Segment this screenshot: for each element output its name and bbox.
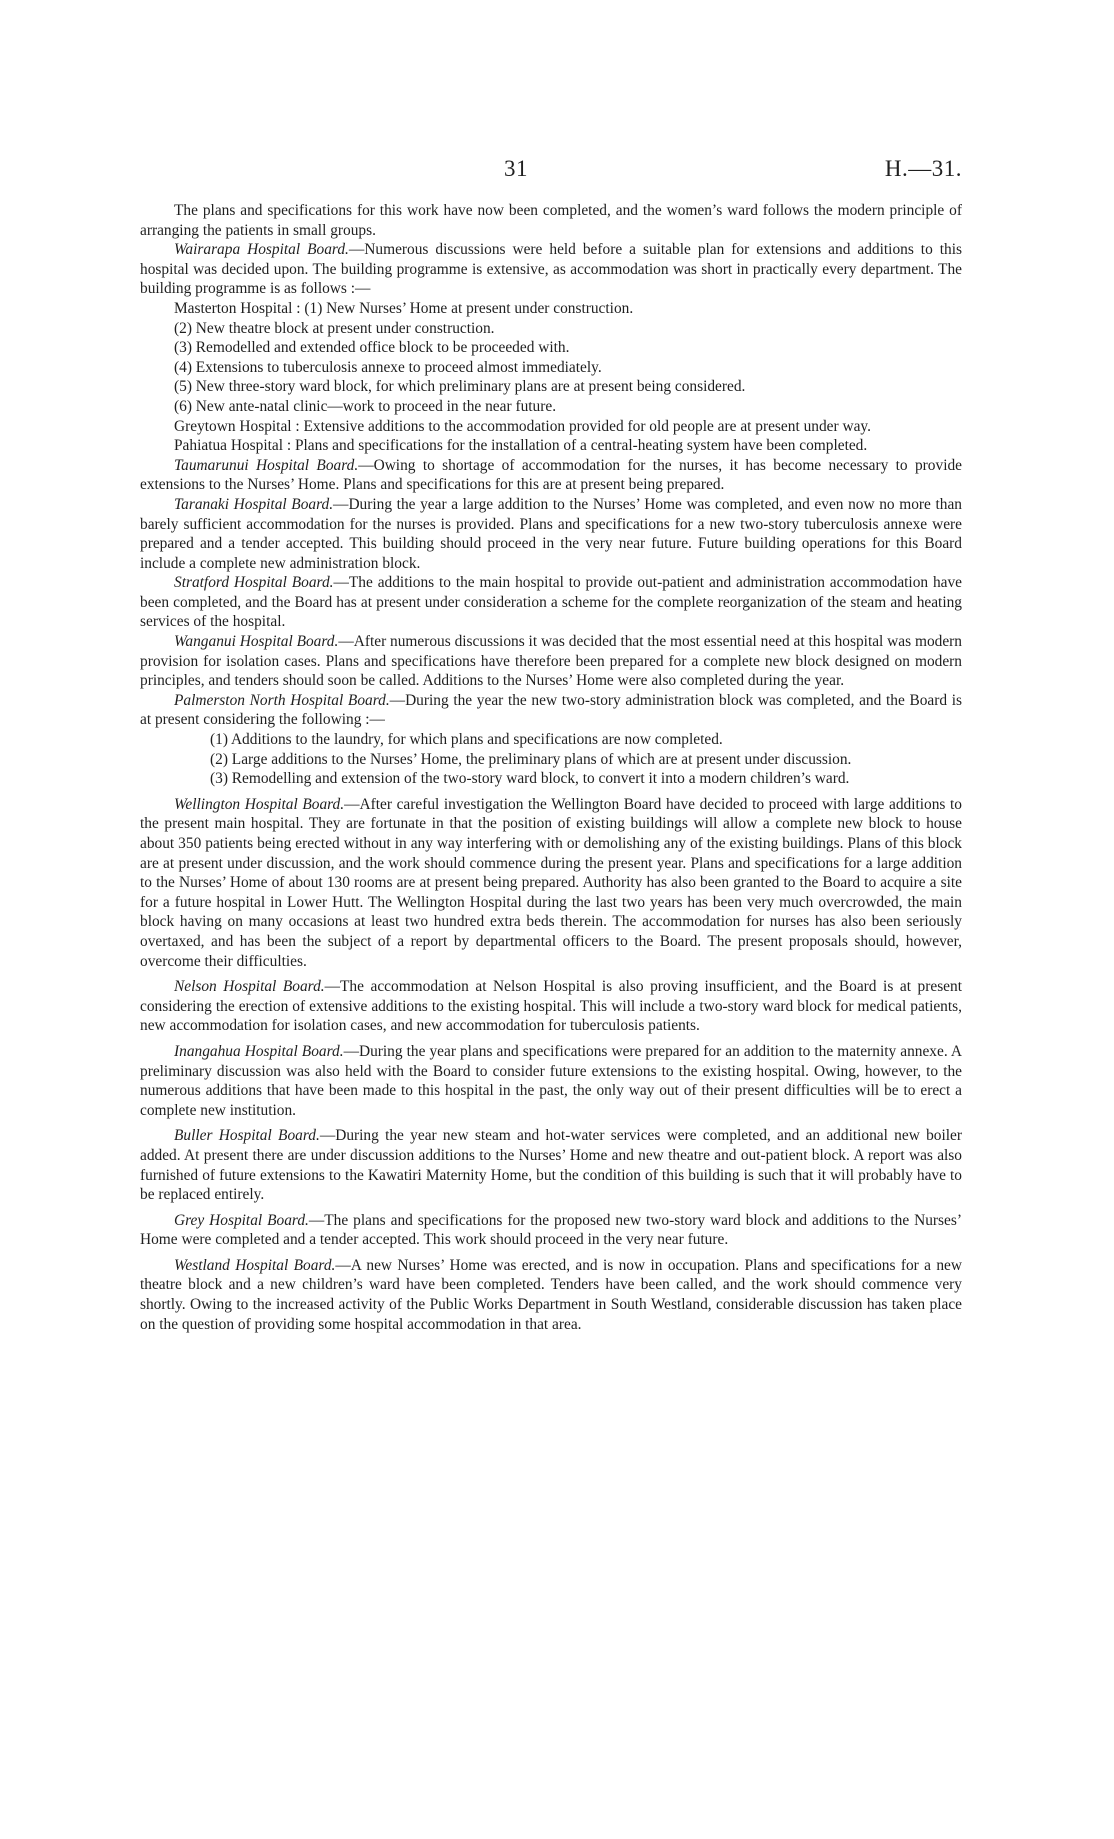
inangahua-paragraph <box>140 1042 962 1120</box>
page-number: 31 <box>504 156 528 181</box>
wanganui-text: —After numerous discussions it was decided that the most essential need at this hospital was modern provision for isolation cases. Plans and specifications have therefore been prepared for a complete new block designed on modern principles, and tenders should soon be called. Additions to the Nurses’ Home were also completed during the year. <box>140 633 962 690</box>
palmerston-item-3: (3) Remodelling and extension of the two-story ward block, to convert it into a modern children’s ward. <box>210 770 850 788</box>
westland-board-name: Westland Hospital Board. <box>174 1256 336 1274</box>
taumarunui-paragraph <box>140 456 962 495</box>
nelson-text: —The accommodation at Nelson Hospital is also proving insufficient, and the Board is at present considering the erection of extensive additions to the existing hospital. This will include a two-story ward block for medical patients, new accommodation for isolation cases, and new accommodation for tuberculosis patients. <box>140 978 962 1035</box>
taranaki-paragraph <box>140 495 962 573</box>
wairarapa-item-4: (4) Extensions to tuberculosis annexe to proceed almost immediately. <box>174 358 602 376</box>
taranaki-board-name: Taranaki Hospital Board. <box>174 495 334 513</box>
wanganui-board-name: Wanganui Hospital Board. <box>174 633 339 651</box>
wairarapa-item-3: (3) Remodelled and extended office block to be proceeded with. <box>174 339 570 357</box>
grey-paragraph <box>140 1211 962 1250</box>
page-header <box>140 156 962 190</box>
wellington-paragraph <box>140 795 962 971</box>
buller-text: —During the year new steam and hot-water services were completed, and an additional new boiler added. At present there are under discussion additions to the Nurses’ Home and new theatre and out-patient block. A report was also furnished of future extensions to the Kawatiri Maternity Home, but the condition of this building is such that it will probably have to be replaced entirely. <box>140 1127 963 1204</box>
grey-text: —The plans and specifications for the proposed new two-story ward block and additions to the Nurses’ Home were completed and a tender accepted. This work should proceed in the very near future. <box>140 1211 962 1249</box>
intro-paragraph: The plans and specifications for this work have now been completed, and the women’s ward follows the modern principle of arranging the patients in small groups. <box>140 202 962 239</box>
wellington-board-name: Wellington Hospital Board. <box>174 795 345 813</box>
report-body <box>140 201 962 1334</box>
masterton-line: Masterton Hospital : (1) New Nurses’ Home at present under construction. <box>174 299 634 317</box>
buller-board-name: Buller Hospital Board. <box>174 1127 320 1145</box>
wairarapa-item-5: (5) New three-story ward block, for which preliminary plans are at present being considered. <box>174 378 746 396</box>
nelson-board-name: Nelson Hospital Board. <box>174 978 325 996</box>
taumarunui-text: —Owing to shortage of accommodation for the nurses, it has become necessary to provide extensions to the Nurses’ Home. Plans and specifications for this are at present being prepared. <box>140 456 962 494</box>
wanganui-paragraph <box>140 632 962 691</box>
palmerston-item-1: (1) Additions to the laundry, for which plans and specifications are now completed. <box>210 731 723 749</box>
taumarunui-board-name: Taumarunui Hospital Board. <box>174 456 359 474</box>
greytown-paragraph: Greytown Hospital : Extensive additions to the accommodation provided for old people are at present under way. <box>174 417 871 435</box>
wairarapa-item-2: (2) New theatre block at present under construction. <box>174 319 495 337</box>
stratford-text: —The additions to the main hospital to provide out-patient and administration accommodation have been completed, and the Board has at present under consideration a scheme for the complete reorganization of the steam and heating services of the hospital. <box>140 574 963 631</box>
wairarapa-board-name: Wairarapa Hospital Board. <box>174 241 349 259</box>
wairarapa-paragraph <box>140 240 962 299</box>
inangahua-text: —During the year plans and specifications were prepared for an addition to the maternity annexe. A preliminary discussion was also held with the Board to consider future extensions to the existing hospital. Owing, however, to the numerous additions that have been made to this hospital in the past, the only way out of their present difficulties will be to erect a complete new institution. <box>140 1042 962 1119</box>
pahiatua-paragraph: Pahiatua Hospital : Plans and specifications for the installation of a central-heating system have been completed. <box>174 437 868 455</box>
wairarapa-text: —Numerous discussions were held before a suitable plan for extensions and additions to this hospital was decided upon. The building programme is extensive, as accommodation was short in practically every department. The building programme is as follows :— <box>140 241 962 298</box>
palmerston-item-2: (2) Large additions to the Nurses’ Home, the preliminary plans of which are at present under discussion. <box>210 750 852 768</box>
wellington-text: —After careful investigation the Wellington Board have decided to proceed with large additions to the present main hospital. They are fortunate in that the position of existing buildings will allow a complete new block to house about 350 patients being erected without in any way interfering with or demolishing any of the existing buildings. Plans of this block are at present under discussion, and the work should commence during the present year. Plans and specifications for a large addition to the Nurses’ Home of about 130 rooms are at present being prepared. Authority has also been granted to the Board to acquire a site for a future hospital in Lower Hutt. The Wellington Hospital during the last two years has been very much overcrowded, the main block having on many occasions at least two hundred extra beds therein. The accommodation for nurses has also been seriously overtaxed, and has been the subject of a report by departmental officers to the Board. The present proposals should, however, overcome their difficulties. <box>140 795 962 970</box>
nelson-paragraph <box>140 977 962 1036</box>
stratford-paragraph <box>140 573 962 632</box>
wairarapa-item-6: (6) New ante-natal clinic—work to proceed in the near future. <box>174 397 557 415</box>
taranaki-text: —During the year a large addition to the Nurses’ Home was completed, and even now no more than barely sufficient accommodation for the nurses is provided. Plans and specifications for a new two-story tuberculosis annexe were prepared and a tender accepted. This building should proceed in the very near future. Future building operations for this Board include a complete new administration block. <box>140 495 962 572</box>
westland-text: —A new Nurses’ Home was erected, and is now in occupation. Plans and specifications for a new theatre block and a new children’s ward have been completed. Tenders have been called, and the work should commence very shortly. Owing to the increased activity of the Public Works Department in South Westland, considerable discussion has taken place on the question of providing some hospital accommodation in that area. <box>140 1256 962 1333</box>
buller-paragraph <box>140 1126 962 1204</box>
palmerston-board-name: Palmerston North Hospital Board. <box>174 691 390 709</box>
document-code: H.—31. <box>884 156 962 181</box>
palmerston-text: —During the year the new two-story administration block was completed, and the Board is at present considering the following :— <box>140 691 962 729</box>
stratford-board-name: Stratford Hospital Board. <box>174 574 334 592</box>
grey-board-name: Grey Hospital Board. <box>174 1211 309 1229</box>
westland-paragraph <box>140 1256 962 1334</box>
palmerston-paragraph <box>140 691 962 730</box>
document-page <box>140 156 962 1334</box>
inangahua-board-name: Inangahua Hospital Board. <box>174 1042 344 1060</box>
